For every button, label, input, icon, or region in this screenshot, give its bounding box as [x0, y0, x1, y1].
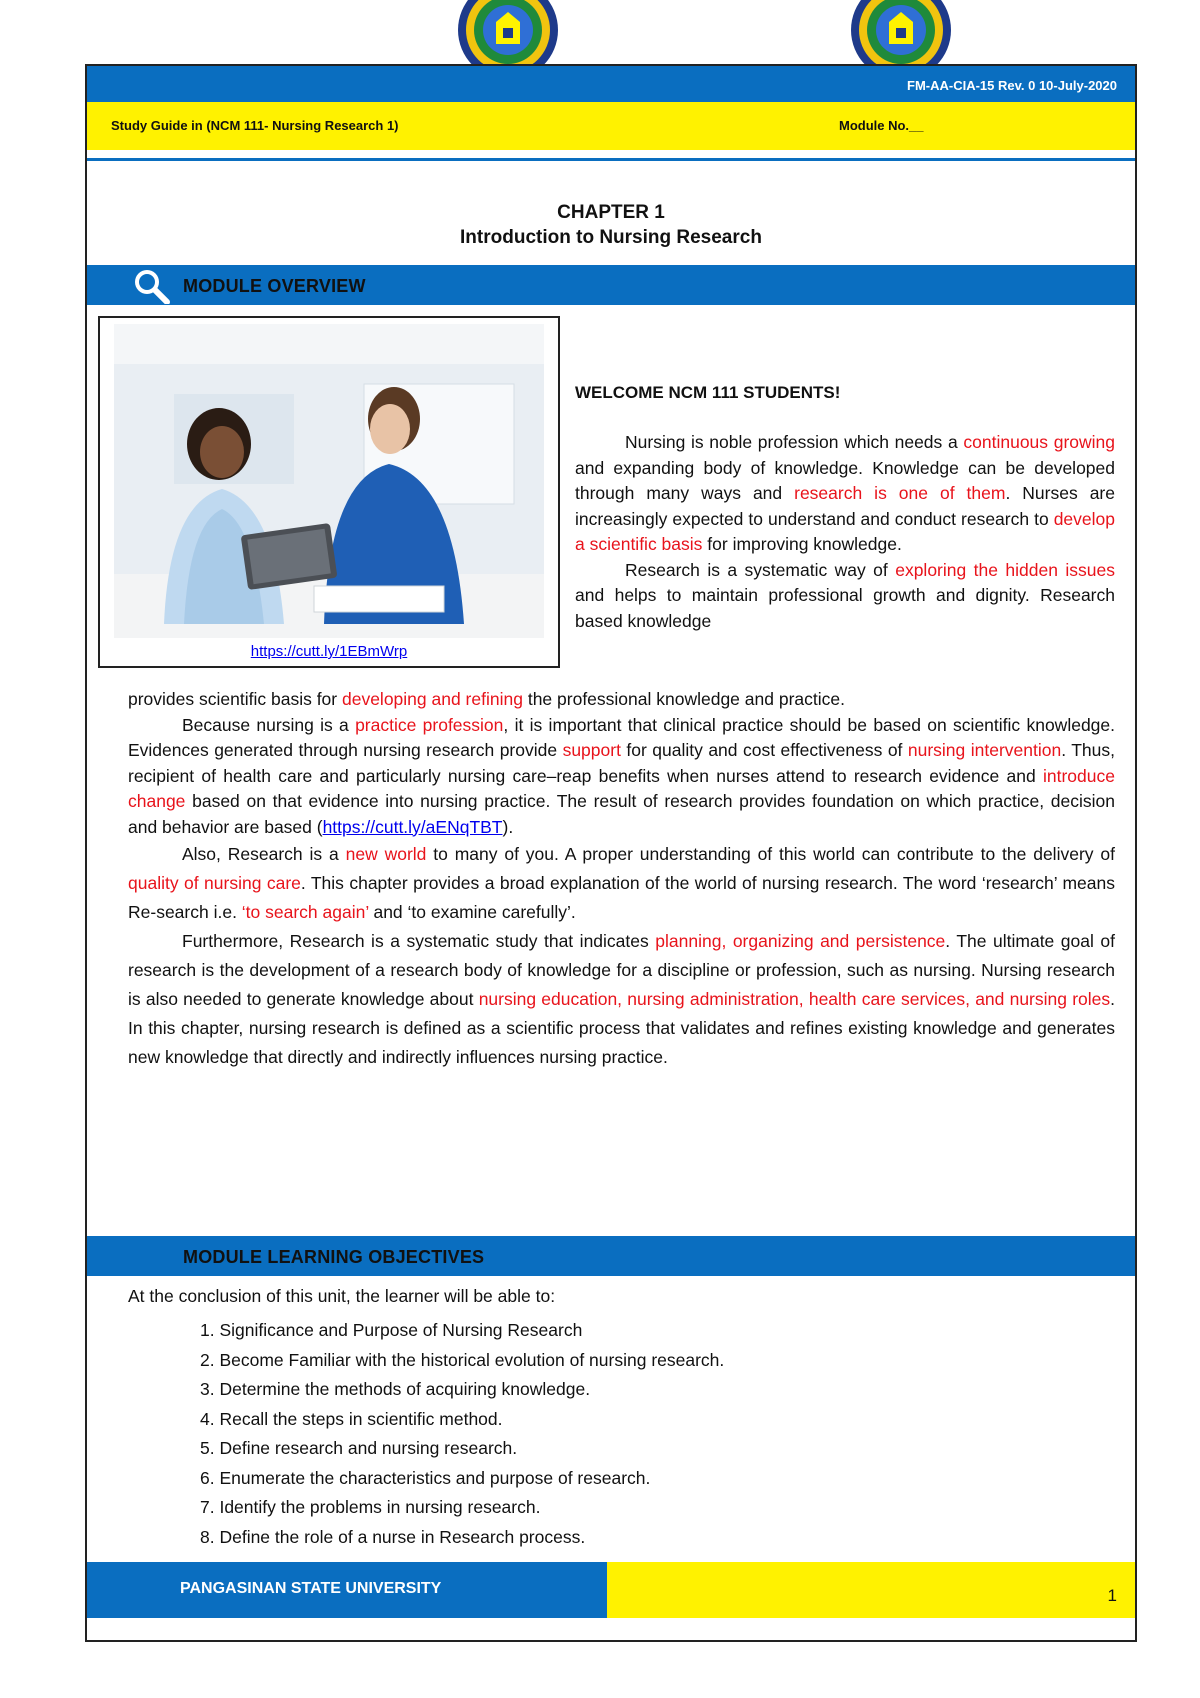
chapter-title: Introduction to Nursing Research	[460, 227, 762, 248]
university-name: PANGASINAN STATE UNIVERSITY	[180, 1580, 442, 1597]
header-title-band	[87, 102, 1135, 150]
university-seal-icon	[456, 0, 560, 66]
header-band	[87, 66, 1135, 102]
learning-objectives-title: MODULE LEARNING OBJECTIVES	[183, 1247, 485, 1267]
overview-body-text	[128, 687, 1115, 1072]
university-seal-icon	[849, 0, 953, 66]
paragraph: Because nursing is a practice profession, it is important that clinical practice should be based on scientific knowledge. Evidences generated through nursing research provide support for quality and cost effectiveness of nursing intervention. Thus, recipient of health care and particularly nursing care–reap benefits when nurses attend to research evidence and introduce change based on that evidence into nursing practice. The result of research provides foundation on which practice, decision and behavior are based (https://cutt.ly/aENqTBT).	[128, 714, 1115, 837]
paragraph: Furthermore, Research is a systematic study that indicates planning, organizing and persistence. The ultimate goal of research is the development of a research body of knowledge for a discipline or profession, such as nursing. Nursing research is also needed to generate knowledge about nursing education, nursing administration, health care services, and nursing roles. In this chapter, nursing research is defined as a scientific process that validates and refines existing knowledge and generates new knowledge that directly and indirectly influences nursing practice.	[128, 931, 1115, 1067]
nurses-photo	[114, 324, 544, 638]
form-code: FM-AA-CIA-15 Rev. 0 10-July-2020	[907, 78, 1117, 93]
list-item: 6. Enumerate the characteristics and purpose of research.	[200, 1467, 651, 1488]
objectives-intro: At the conclusion of this unit, the learner will be able to:	[128, 1286, 556, 1306]
paragraph: Also, Research is a new world to many of you. A proper understanding of this world can contribute to the delivery of quality of nursing care. This chapter provides a broad explanation of the world of nursing research. The word ‘research’ means Re-search i.e. ‘to search again’ and ‘to examine carefully’.	[128, 844, 1115, 922]
list-item: 4. Recall the steps in scientific method.	[200, 1408, 503, 1429]
learning-objectives-bar	[87, 1236, 1135, 1276]
chapter-heading	[87, 200, 1135, 250]
list-item: 5. Define research and nursing research.	[200, 1438, 518, 1458]
module-overview-bar	[87, 265, 1135, 305]
overview-image-frame	[98, 316, 560, 668]
header-divider	[87, 158, 1135, 161]
list-item: 3. Determine the methods of acquiring knowledge.	[200, 1379, 591, 1399]
page-number: 1	[1107, 1586, 1117, 1605]
paragraph: Research is a systematic way of exploring the hidden issues and helps to maintain professional growth and dignity. Research based knowledge	[575, 559, 1116, 631]
welcome-heading: WELCOME NCM 111 STUDENTS!	[575, 383, 841, 402]
objectives-list	[200, 1316, 724, 1552]
footer-university-band	[87, 1562, 607, 1618]
list-item: 7. Identify the problems in nursing research.	[200, 1497, 541, 1517]
module-overview-title: MODULE OVERVIEW	[183, 276, 366, 296]
chapter-number: CHAPTER 1	[557, 202, 665, 223]
footer-page-band	[607, 1562, 1135, 1618]
list-item: 2. Become Familiar with the historical evolution of nursing research.	[200, 1349, 725, 1370]
paragraph: Nursing is noble profession which needs a continuous growing and expanding body of knowledge. Knowledge can be developed through many ways and research is one of them. Nurses are increasingly expected to understand and conduct research to develop a scientific basis for improving knowledge.	[575, 432, 1115, 554]
study-guide-title: Study Guide in (NCM 111- Nursing Research 1)	[111, 118, 399, 133]
image-source-link[interactable]: https://cutt.ly/1EBmWrp	[250, 643, 408, 660]
reference-link[interactable]: https://cutt.ly/aENqTBT	[322, 816, 503, 837]
list-item: 1. Significance and Purpose of Nursing Research	[200, 1320, 583, 1340]
overview-side-text	[575, 430, 1115, 634]
list-item: 8. Define the role of a nurse in Research process.	[200, 1526, 586, 1547]
paragraph: provides scientific basis for developing and refining the professional knowledge and practice.	[128, 689, 845, 709]
magnifier-icon	[123, 266, 179, 304]
module-number: Module No.__	[839, 118, 924, 133]
